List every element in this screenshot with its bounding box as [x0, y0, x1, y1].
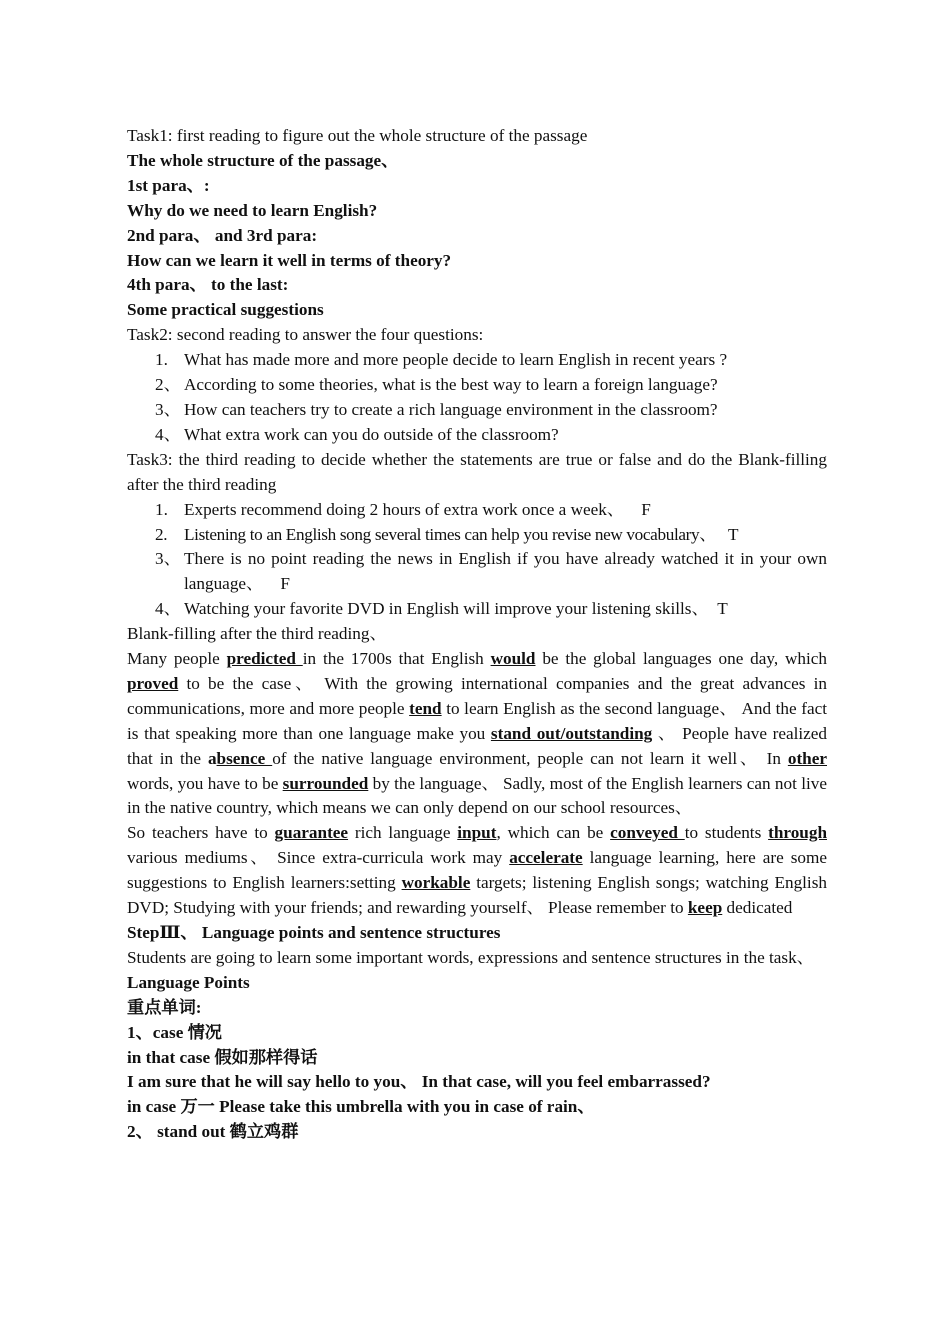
list-item — [155, 498, 827, 523]
true-false-answer: F — [641, 499, 651, 519]
passage-text: to learn English as the second language、 And the fact is that speaking more than one language make you — [127, 698, 828, 743]
task3-statement-list — [127, 498, 827, 548]
para1-text: Why do we need to learn English? — [127, 200, 378, 220]
passage-text: language learning, here are some suggestions to English learners:setting — [127, 848, 827, 893]
blank-filling-heading: Blank-filling after the third reading、 — [127, 624, 387, 644]
list-item — [155, 398, 827, 423]
passage-text: 、 People have realized that in the — [127, 723, 828, 768]
structure-title: The whole structure of the passage、 — [127, 150, 399, 170]
blank-answer: workable — [401, 873, 471, 893]
phrase-in-case: in case 万一 Please take this umbrella with you in case of rain、 — [127, 1097, 595, 1117]
list-item — [155, 423, 827, 448]
statement-text: Experts recommend doing 2 hours of extra work once a week、 — [184, 499, 625, 519]
question-text: What has made more and more people decide to learn English in recent years ? — [184, 350, 728, 370]
blank-filling-paragraph-2 — [127, 821, 827, 921]
blank-answer: stand out/outstanding — [490, 723, 653, 743]
list-number: 3、 — [155, 549, 181, 569]
blank-answer: predicted — [226, 649, 303, 669]
para1-label: 1st para、: — [127, 175, 210, 195]
statement-text: Listening to an English song several times can help you revise new vocabulary、 — [184, 524, 717, 544]
blank-answer: conveyed — [610, 823, 685, 843]
language-points-heading: Language Points — [127, 972, 250, 992]
passage-text: various mediums、 Since extra-curricula work may — [127, 848, 510, 868]
list-number: 1. — [155, 350, 168, 370]
blank-answer: accelerate — [509, 848, 583, 868]
passage-text: , which can be — [496, 823, 611, 843]
blank-answer: would — [490, 649, 536, 669]
list-item — [155, 523, 827, 548]
list-number: 2、 — [155, 375, 181, 395]
para2-text: How can we learn it well in terms of theory? — [127, 250, 452, 270]
blank-answer: input — [457, 823, 497, 843]
vocab-item-stand-out: 2、 stand out 鹤立鸡群 — [127, 1122, 299, 1142]
list-item — [127, 547, 827, 597]
question-text: How can teachers try to create a rich language environment in the classroom? — [184, 399, 718, 419]
blank-prefix: a — [207, 748, 217, 768]
passage-text: in the 1700s that English — [302, 649, 491, 669]
blank-answer: keep — [687, 898, 723, 918]
list-item — [155, 348, 827, 373]
passage-text: So teachers have to — [127, 823, 275, 843]
list-number: 2. — [155, 524, 168, 544]
example-sentence: I am sure that he will say hello to you、 In that case, will you feel embarrassed? — [127, 1072, 711, 1092]
list-number: 4、 — [155, 424, 181, 444]
question-text: According to some theories, what is the best way to learn a foreign language? — [184, 375, 718, 395]
true-false-answer: T — [727, 524, 739, 544]
passage-text: by the language、 Sadly, most of the English learners can not live in the native country, which means we can only depend on our school resources、 — [127, 773, 827, 818]
blank-filling-paragraph-1 — [127, 647, 827, 821]
para4-label: 4th para、 to the last: — [127, 275, 289, 295]
passage-text: dedicated — [722, 898, 793, 918]
task3-statement-list-end — [127, 597, 827, 622]
list-item — [155, 597, 827, 622]
passage-text: of the native language environment, people can not learn it well、 In — [272, 748, 788, 768]
blank-answer: surrounded — [282, 773, 369, 793]
blank-answer: proved — [127, 673, 179, 693]
vocab-item-case: 1、case 情况 — [127, 1022, 222, 1042]
passage-text: be the global languages one day, which — [535, 649, 827, 669]
blank-answer: other — [787, 748, 827, 768]
true-false-answer: T — [717, 599, 728, 619]
passage-text: rich language — [348, 823, 458, 843]
passage-text: Many people — [127, 649, 227, 669]
passage-text: to students — [684, 823, 769, 843]
para2-label: 2nd para、 and 3rd para: — [127, 225, 318, 245]
step3-heading: StepⅢ、 Language points and sentence structures — [127, 923, 501, 942]
list-number: 1. — [155, 499, 168, 519]
blank-answer: through — [768, 823, 827, 843]
step3-intro: Students are going to learn some important words, expressions and sentence structures in the task、 — [127, 947, 814, 967]
passage-text: targets; listening English songs; watching English DVD; Studying with your friends; and rewarding yourself、 Please remember to — [127, 873, 827, 918]
task1-heading: Task1: first reading to figure out the whole structure of the passage — [127, 126, 588, 145]
list-number: 3、 — [155, 399, 181, 419]
blank-answer: tend — [409, 698, 442, 718]
document-page — [127, 124, 827, 1145]
task2-heading: Task2: second reading to answer the four questions: — [127, 325, 484, 345]
question-text: What extra work can you do outside of the classroom? — [184, 424, 559, 444]
task2-question-list — [127, 348, 827, 448]
blank-answer: bsence — [216, 748, 273, 768]
key-words-heading: 重点单词: — [127, 997, 202, 1017]
true-false-answer: F — [280, 574, 290, 594]
task3-heading: Task3: the third reading to decide whether the statements are true or false and do the Blank-filling after the third reading — [127, 449, 827, 494]
para4-text: Some practical suggestions — [127, 300, 324, 320]
blank-answer: guarantee — [274, 823, 349, 843]
statement-text: There is no point reading the news in English if you have already watched it in your own language、 — [184, 549, 827, 594]
phrase-in-that-case: in that case 假如那样得话 — [127, 1047, 318, 1067]
list-item — [155, 373, 827, 398]
passage-text: words, you have to be — [127, 773, 283, 793]
list-number: 4、 — [155, 599, 181, 619]
statement-text: Watching your favorite DVD in English will improve your listening skills、 — [184, 599, 709, 619]
passage-text: to be the case、 With the growing international companies and the great advances in communications, more and more people — [127, 673, 827, 718]
